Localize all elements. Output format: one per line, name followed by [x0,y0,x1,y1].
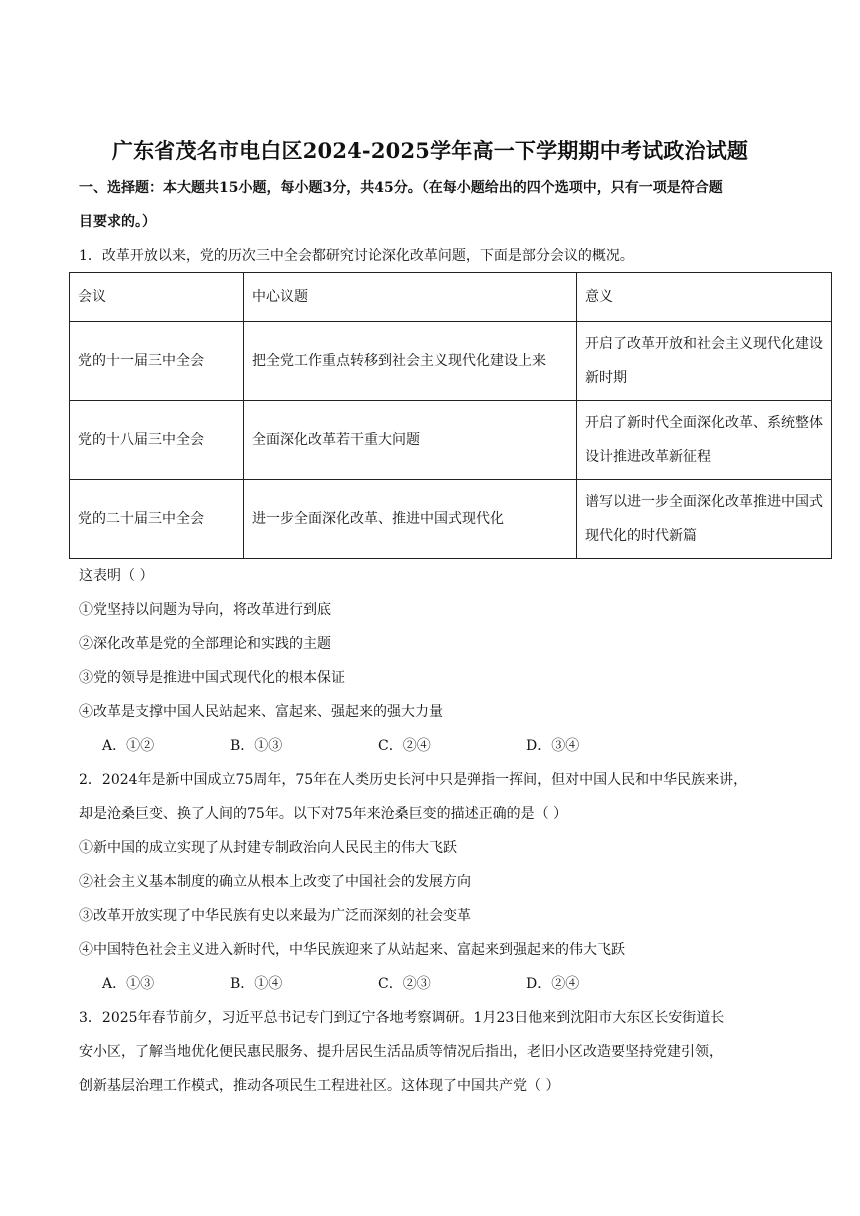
statement-4: ④中国特色社会主义进入新时代，中华民族迎来了从站起来、富起来到强起来的伟大飞跃 [79,942,625,958]
question-1-stem: 1．改革开放以来，党的历次三中全会都研究讨论深化改革问题，下面是部分会议的概况。 [79,248,634,264]
table-cell: 开启了新时代全面深化改革、系统整体设计推进改革新征程 [577,401,832,480]
page-title: 广东省茂名市电白区2024-2025学年高一下学期期中考试政治试题 [111,138,749,163]
option-d[interactable]: D．②④ [526,976,580,992]
table-cell: 谱写以进一步全面深化改革推进中国式现代化的时代新篇 [577,480,832,559]
option-b[interactable]: B．①④ [230,976,283,992]
statement-2: ②深化改革是党的全部理论和实践的主题 [79,636,331,652]
table-row [70,322,832,401]
statement-3: ③改革开放实现了中华民族有史以来最为广泛而深刻的社会变革 [79,908,471,924]
option-c[interactable]: C．②③ [378,976,431,992]
section-heading-line-1: 一、选择题：本大题共15小题，每小题3分，共45分。（在每小题给出的四个选项中，只有一项是符合题 [79,180,723,196]
table-cell: 党的二十届三中全会 [70,480,244,559]
option-a[interactable]: A．①③ [102,976,155,992]
question-3-stem-line-1: 3．2025年春节前夕，习近平总书记专门到辽宁各地考察调研。1月23日他来到沈阳市大东区长安街道长 [79,1010,725,1026]
statement-1: ①新中国的成立实现了从封建专制政治向人民民主的伟大飞跃 [79,840,457,856]
option-b[interactable]: B．①③ [230,738,283,754]
table-cell: 开启了改革开放和社会主义现代化建设新时期 [577,322,832,401]
question-2-stem-line-2: 却是沧桑巨变、换了人间的75年。以下对75年来沧桑巨变的描述正确的是（ ） [79,806,568,822]
table-cell: 进一步全面深化改革、推进中国式现代化 [244,480,577,559]
table-header-cell: 中心议题 [244,273,577,322]
option-a[interactable]: A．①② [102,738,155,754]
statement-2: ②社会主义基本制度的确立从根本上改变了中国社会的发展方向 [79,874,471,890]
table-header-cell: 意义 [577,273,832,322]
option-c[interactable]: C．②④ [378,738,431,754]
table-row [70,480,832,559]
question-1-prompt: 这表明（ ） [79,568,154,584]
table-header-cell: 会议 [70,273,244,322]
option-d[interactable]: D．③④ [526,738,580,754]
table-cell: 把全党工作重点转移到社会主义现代化建设上来 [244,322,577,401]
question-3-stem-line-2: 安小区，了解当地优化便民惠民服务、提升居民生活品质等情况后指出，老旧小区改造要坚持党建引领， [79,1044,723,1060]
question-3-stem-line-3: 创新基层治理工作模式，推动各项民生工程进社区。这体现了中国共产党（ ） [79,1078,560,1094]
table-header-row [70,273,832,322]
statement-3: ③党的领导是推进中国式现代化的根本保证 [79,670,345,686]
table-cell: 党的十一届三中全会 [70,322,244,401]
statement-4: ④改革是支撑中国人民站起来、富起来、强起来的强大力量 [79,704,443,720]
table-row [70,401,832,480]
question-2-stem-line-1: 2．2024年是新中国成立75周年，75年在人类历史长河中只是弹指一挥间，但对中国人民和中华民族来讲， [79,772,748,788]
section-heading-line-2: 目要求的。） [79,214,156,230]
table-cell: 全面深化改革若干重大问题 [244,401,577,480]
statement-1: ①党坚持以问题为导向，将改革进行到底 [79,602,331,618]
meeting-table [69,272,832,559]
table-cell: 党的十八届三中全会 [70,401,244,480]
